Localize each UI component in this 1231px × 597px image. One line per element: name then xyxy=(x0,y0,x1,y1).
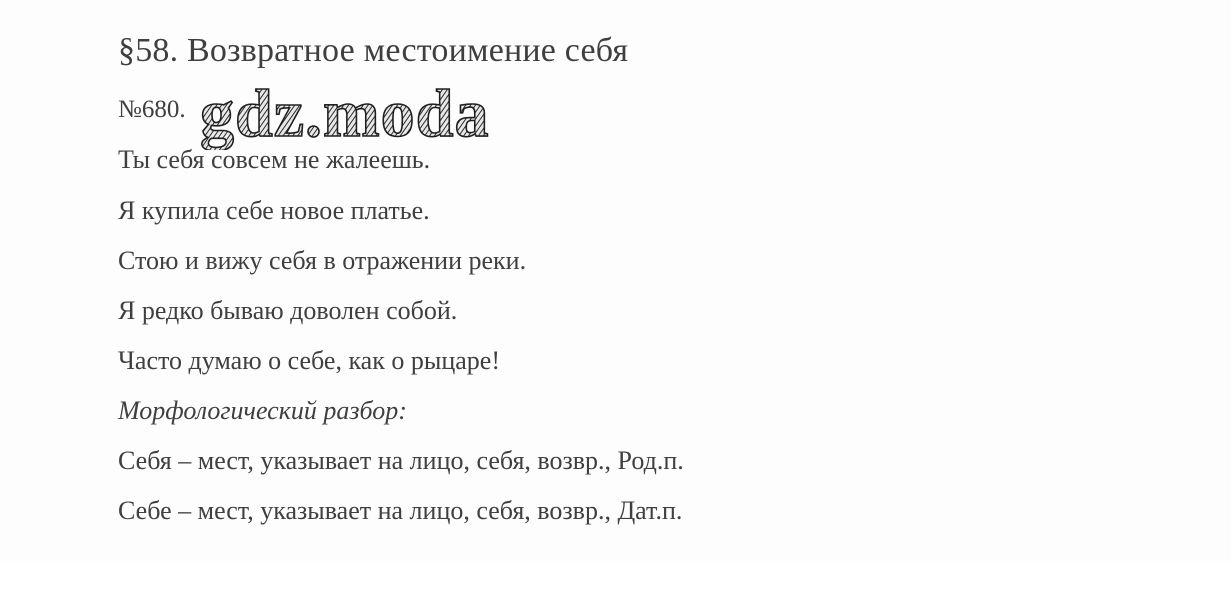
text-line-4: Я редко бываю доволен собой. xyxy=(118,296,458,325)
watermark-text: gdz.moda xyxy=(200,78,490,150)
text-line-3: Стою и вижу себя в отражении реки. xyxy=(118,246,527,275)
page-title: §58. Возвратное местоимение себя xyxy=(118,32,629,69)
text-line-5: Часто думаю о себе, как о рыцаре! xyxy=(118,346,500,375)
text-line-1: Ты себя совсем не жалеешь. xyxy=(118,145,431,174)
watermark-logo xyxy=(196,78,550,150)
morphology-line-2: Себе – мест, указывает на лицо, себя, возвр., Дат.п. xyxy=(118,496,683,525)
page-bottom-margin xyxy=(0,562,1231,597)
text-line-2: Я купила себе новое платье. xyxy=(118,196,430,225)
morphology-heading: Морфологический разбор: xyxy=(118,396,407,425)
morphology-line-1: Себя – мест, указывает на лицо, себя, возвр., Род.п. xyxy=(118,446,684,475)
task-number: №680. xyxy=(118,96,186,123)
